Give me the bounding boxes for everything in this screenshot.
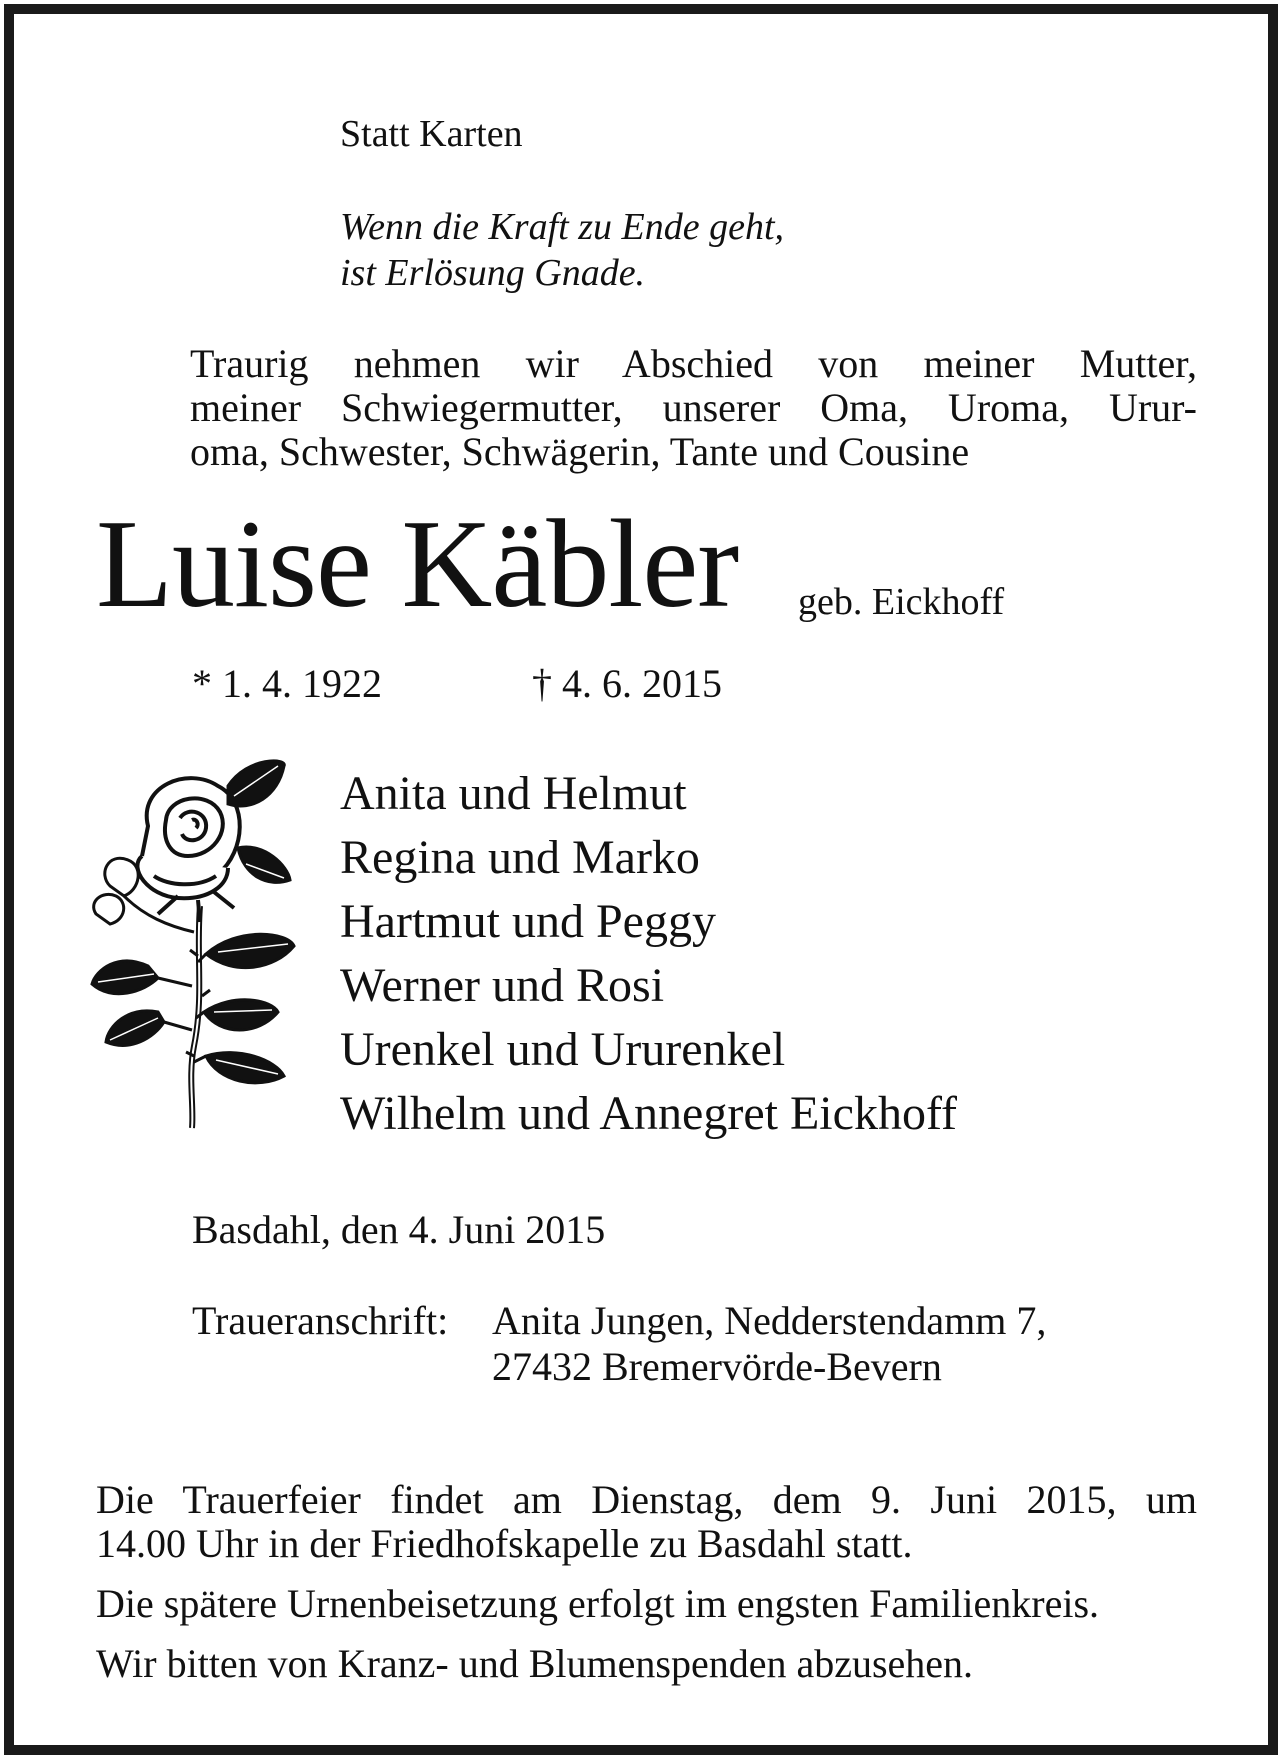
intro-line-1: Traurig nehmen wir Abschied von meiner Mutter, [190, 341, 1197, 386]
motto-line-1: Wenn die Kraft zu Ende geht, [340, 206, 784, 248]
funeral-line-2: 14.00 Uhr in der Friedhofskapelle zu Basdahl statt. [96, 1521, 913, 1566]
flowers-notice: Wir bitten von Kranz- und Blumenspenden abzusehen. [96, 1641, 974, 1686]
deceased-name: Luise Käbler [96, 495, 739, 634]
birth-name: geb. Eickhoff [798, 581, 1005, 623]
intro-line-2: meiner Schwiegermutter, unserer Oma, Uroma, Urur- [190, 385, 1197, 430]
urn-notice: Die spätere Urnenbeisetzung erfolgt im engsten Familienkreis. [96, 1581, 1100, 1626]
family-list [340, 762, 957, 1146]
address-label: Traueranschrift: [192, 1298, 449, 1343]
motto-line-2: ist Erlösung Gnade. [340, 252, 646, 294]
obituary-notice [4, 4, 1278, 1755]
rose-icon [88, 756, 308, 1136]
funeral-notice [96, 1478, 1197, 1566]
family-member: Wilhelm und Annegret Eickhoff [340, 1087, 958, 1140]
family-member: Anita und Helmut [340, 767, 687, 820]
mourning-address [492, 1298, 1046, 1390]
family-member: Regina und Marko [340, 831, 700, 884]
intro-line-3: oma, Schwester, Schwägerin, Tante und Cousine [190, 429, 970, 474]
birth-date: * 1. 4. 1922 [192, 661, 382, 706]
motto [340, 204, 784, 296]
family-member: Urenkel und Ururenkel [340, 1023, 786, 1076]
address-line-2: 27432 Bremervörde-Bevern [492, 1344, 942, 1389]
family-member: Werner und Rosi [340, 959, 665, 1012]
place-date: Basdahl, den 4. Juni 2015 [192, 1207, 606, 1252]
death-date: † 4. 6. 2015 [532, 661, 722, 706]
statt-karten: Statt Karten [340, 113, 523, 155]
intro-text [190, 342, 1197, 474]
address-line-1: Anita Jungen, Nedderstendamm 7, [492, 1298, 1047, 1343]
family-member: Hartmut und Peggy [340, 895, 716, 948]
funeral-line-1: Die Trauerfeier findet am Dienstag, dem 9. Juni 2015, um [96, 1477, 1197, 1522]
